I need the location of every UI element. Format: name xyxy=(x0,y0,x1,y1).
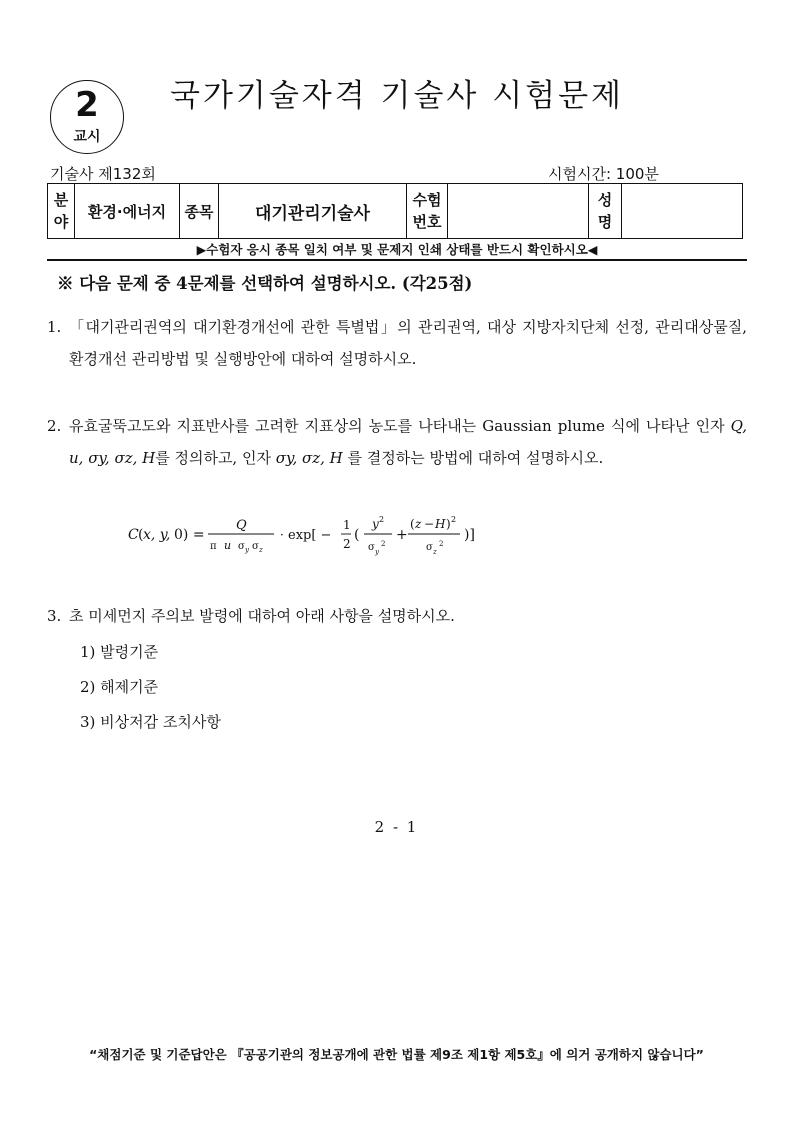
field-value: 환경·에너지 xyxy=(75,184,180,239)
question-number: 2. xyxy=(47,417,62,435)
field-label: 분야 xyxy=(53,191,69,231)
sub-item-3: 3) 비상저감 조치사항 xyxy=(80,713,221,731)
svg-text:2: 2 xyxy=(381,540,386,548)
svg-text:−: − xyxy=(424,517,435,531)
svg-text:(: ( xyxy=(138,527,144,543)
svg-text:z: z xyxy=(259,546,263,554)
svg-text:σ: σ xyxy=(252,541,259,552)
question-2 xyxy=(47,410,747,474)
svg-text:z: z xyxy=(433,548,437,556)
question-text: 「대기관리권역의 대기환경개선에 관한 특별법」의 관리권역, 대상 지방자치단체 선정, 관리대상물질, 환경개선 관리방법 및 실행방안에 대하여 설명하시오. xyxy=(69,318,747,368)
svg-text:x, y,: x, y, xyxy=(143,527,171,543)
svg-text:σ: σ xyxy=(426,542,433,553)
question-number: 3. xyxy=(47,607,62,625)
svg-text:2: 2 xyxy=(439,540,444,548)
exam-no-field[interactable] xyxy=(448,184,589,239)
svg-text:2: 2 xyxy=(343,537,351,551)
svg-text:y: y xyxy=(375,548,379,556)
exam-no-label: 수험번호 xyxy=(412,191,442,231)
footer-note: “채점기준 및 기준답안은 『공공기관의 정보공개에 관한 법률 제9조 제1항 제5호』에 의거 공개하지 않습니다” xyxy=(89,1047,704,1062)
exam-time: 시험시간: 100분 xyxy=(548,165,659,183)
svg-text:y: y xyxy=(372,517,379,531)
question-3 xyxy=(47,600,747,632)
exam-round: 기술사 제132회 xyxy=(50,165,156,183)
svg-text:2: 2 xyxy=(379,515,385,524)
svg-text:2: 2 xyxy=(451,515,457,524)
svg-text:z: z xyxy=(415,517,422,531)
instruction: ※ 다음 문제 중 4문제를 선택하여 설명하시오. (각25점) xyxy=(57,274,473,293)
page-number: 2 - 1 xyxy=(374,818,419,836)
sub-item-2: 2) 해제기준 xyxy=(80,678,159,696)
svg-text:)]: )] xyxy=(464,527,475,543)
sub-item-1: 1) 발령기준 xyxy=(80,643,159,661)
svg-text:H: H xyxy=(435,517,446,531)
svg-text:exp[ −: exp[ − xyxy=(288,528,332,543)
svg-text:Q: Q xyxy=(236,518,247,533)
svg-text:): ) xyxy=(446,517,451,531)
field-label-cell xyxy=(48,184,75,239)
svg-text:u: u xyxy=(224,539,232,552)
session-badge xyxy=(50,80,124,154)
session-label: 교시 xyxy=(73,129,101,145)
exam-no-label-cell xyxy=(407,184,448,239)
svg-text:0) =: 0) = xyxy=(174,527,205,543)
category-label: 종목 xyxy=(180,184,219,239)
svg-text:y: y xyxy=(245,546,249,554)
svg-text:(: ( xyxy=(410,517,415,531)
question-number: 1. xyxy=(47,318,62,336)
variable-list-2: σy, σz, H xyxy=(275,449,343,467)
svg-text:+: + xyxy=(396,527,408,543)
variable-list: Q, u, σy, σz, H xyxy=(69,417,747,467)
svg-text:1: 1 xyxy=(343,518,351,532)
gaussian-plume-formula xyxy=(128,510,528,560)
session-number: 2 xyxy=(75,85,99,125)
question-text: 초 미세먼지 주의보 발령에 대하여 아래 사항을 설명하시오. xyxy=(69,607,455,625)
svg-text:π: π xyxy=(210,541,217,552)
category-value: 대기관리기술사 xyxy=(219,184,407,239)
name-label: 성명 xyxy=(597,191,613,231)
notice: ▶수험자 응시 종목 일치 여부 및 문제지 인쇄 상태를 반드시 확인하시오◀ xyxy=(196,242,598,257)
svg-text:C: C xyxy=(128,527,139,543)
page-title: 국가기술자격 기술사 시험문제 xyxy=(170,78,625,114)
name-field[interactable] xyxy=(622,184,743,239)
svg-text:σ: σ xyxy=(238,541,245,552)
svg-text:σ: σ xyxy=(368,542,375,553)
question-1 xyxy=(47,311,747,375)
question-text: 유효굴뚝고도와 지표반사를 고려한 지표상의 농도를 나타내는 Gaussian plume 식에 나타난 인자 Q, u, σy, σz, H를 정의하고, 인자 σy, σz, H 를 결정하는 방법에 대하여 설명하시오. xyxy=(69,417,747,467)
info-table xyxy=(47,183,743,239)
svg-text:·: · xyxy=(280,528,284,542)
svg-text:(: ( xyxy=(354,527,360,543)
name-label-cell xyxy=(589,184,622,239)
divider xyxy=(47,259,747,261)
